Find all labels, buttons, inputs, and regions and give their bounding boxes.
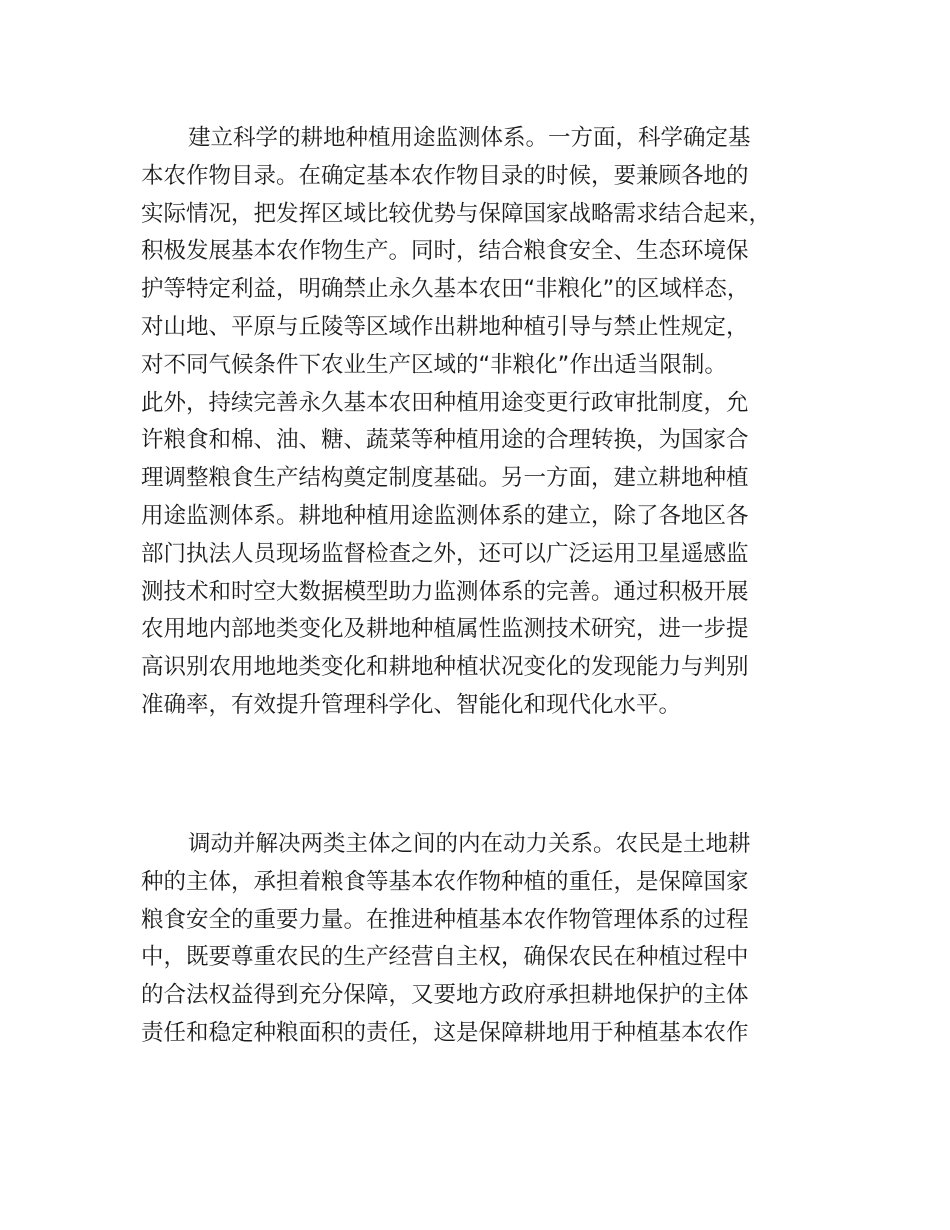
paragraph-line: 许粮食和棉、油、糖、蔬菜等种植用途的合理转换，为国家合: [141, 427, 749, 454]
paragraph-line: 本农作物目录。在确定基本农作物目录的时候，要兼顾各地的: [141, 162, 749, 189]
paragraph-line: 实际情况，把发挥区域比较优势与保障国家战略需求结合起来，: [141, 200, 772, 227]
paragraph-line: 种的主体，承担着粮食等基本农作物种植的重任，是保障国家: [141, 868, 749, 895]
paragraph-line: 调动并解决两类主体之间的内在动力关系。农民是土地耕: [188, 831, 751, 857]
paragraph-two-subjects: [141, 826, 841, 1053]
paragraph-line: 此外，持续完善永久基本农田种植用途变更行政审批制度，允: [141, 389, 749, 416]
paragraph-line: 建立科学的耕地种植用途监测体系。一方面，科学确定基: [188, 125, 751, 151]
paragraph-line: 对山地、平原与丘陵等区域作出耕地种植引导与禁止性规定，: [141, 313, 749, 340]
paragraph-line: 粮食安全的重要力量。在推进种植基本农作物管理体系的过程: [141, 906, 749, 933]
paragraph-line: 用途监测体系。耕地种植用途监测体系的建立，除了各地区各: [141, 502, 749, 529]
paragraph-line: 准确率，有效提升管理科学化、智能化和现代化水平。: [141, 691, 682, 718]
paragraph-line: 测技术和时空大数据模型助力监测体系的完善。通过积极开展: [141, 578, 749, 605]
paragraph-line: 农用地内部地类变化及耕地种植属性监测技术研究，进一步提: [141, 616, 749, 643]
paragraph-line: 责任和稳定种粮面积的责任，这是保障耕地用于种植基本农作: [141, 1019, 749, 1046]
paragraph-line: 中，既要尊重农民的生产经营自主权，确保农民在种植过程中: [141, 944, 749, 971]
paragraph-line: 部门执法人员现场监督检查之外，还可以广泛运用卫星遥感监: [141, 540, 749, 567]
paragraph-line: 对不同气候条件下农业生产区域的“非粮化”作出适当限制。: [141, 351, 727, 378]
paragraph-line: 理调整粮食生产结构奠定制度基础。另一方面，建立耕地种植: [141, 465, 749, 492]
paragraph-line: 护等特定利益，明确禁止永久基本农田“非粮化”的区域样态，: [141, 276, 750, 303]
paragraph-line: 的合法权益得到充分保障，又要地方政府承担耕地保护的主体: [141, 982, 749, 1009]
paragraph-line: 积极发展基本农作物生产。同时，结合粮食安全、生态环境保: [141, 238, 749, 265]
paragraph-line: 高识别农用地地类变化和耕地种植状况变化的发现能力与判别: [141, 654, 749, 681]
paragraph-cropland-monitoring: [141, 120, 841, 725]
